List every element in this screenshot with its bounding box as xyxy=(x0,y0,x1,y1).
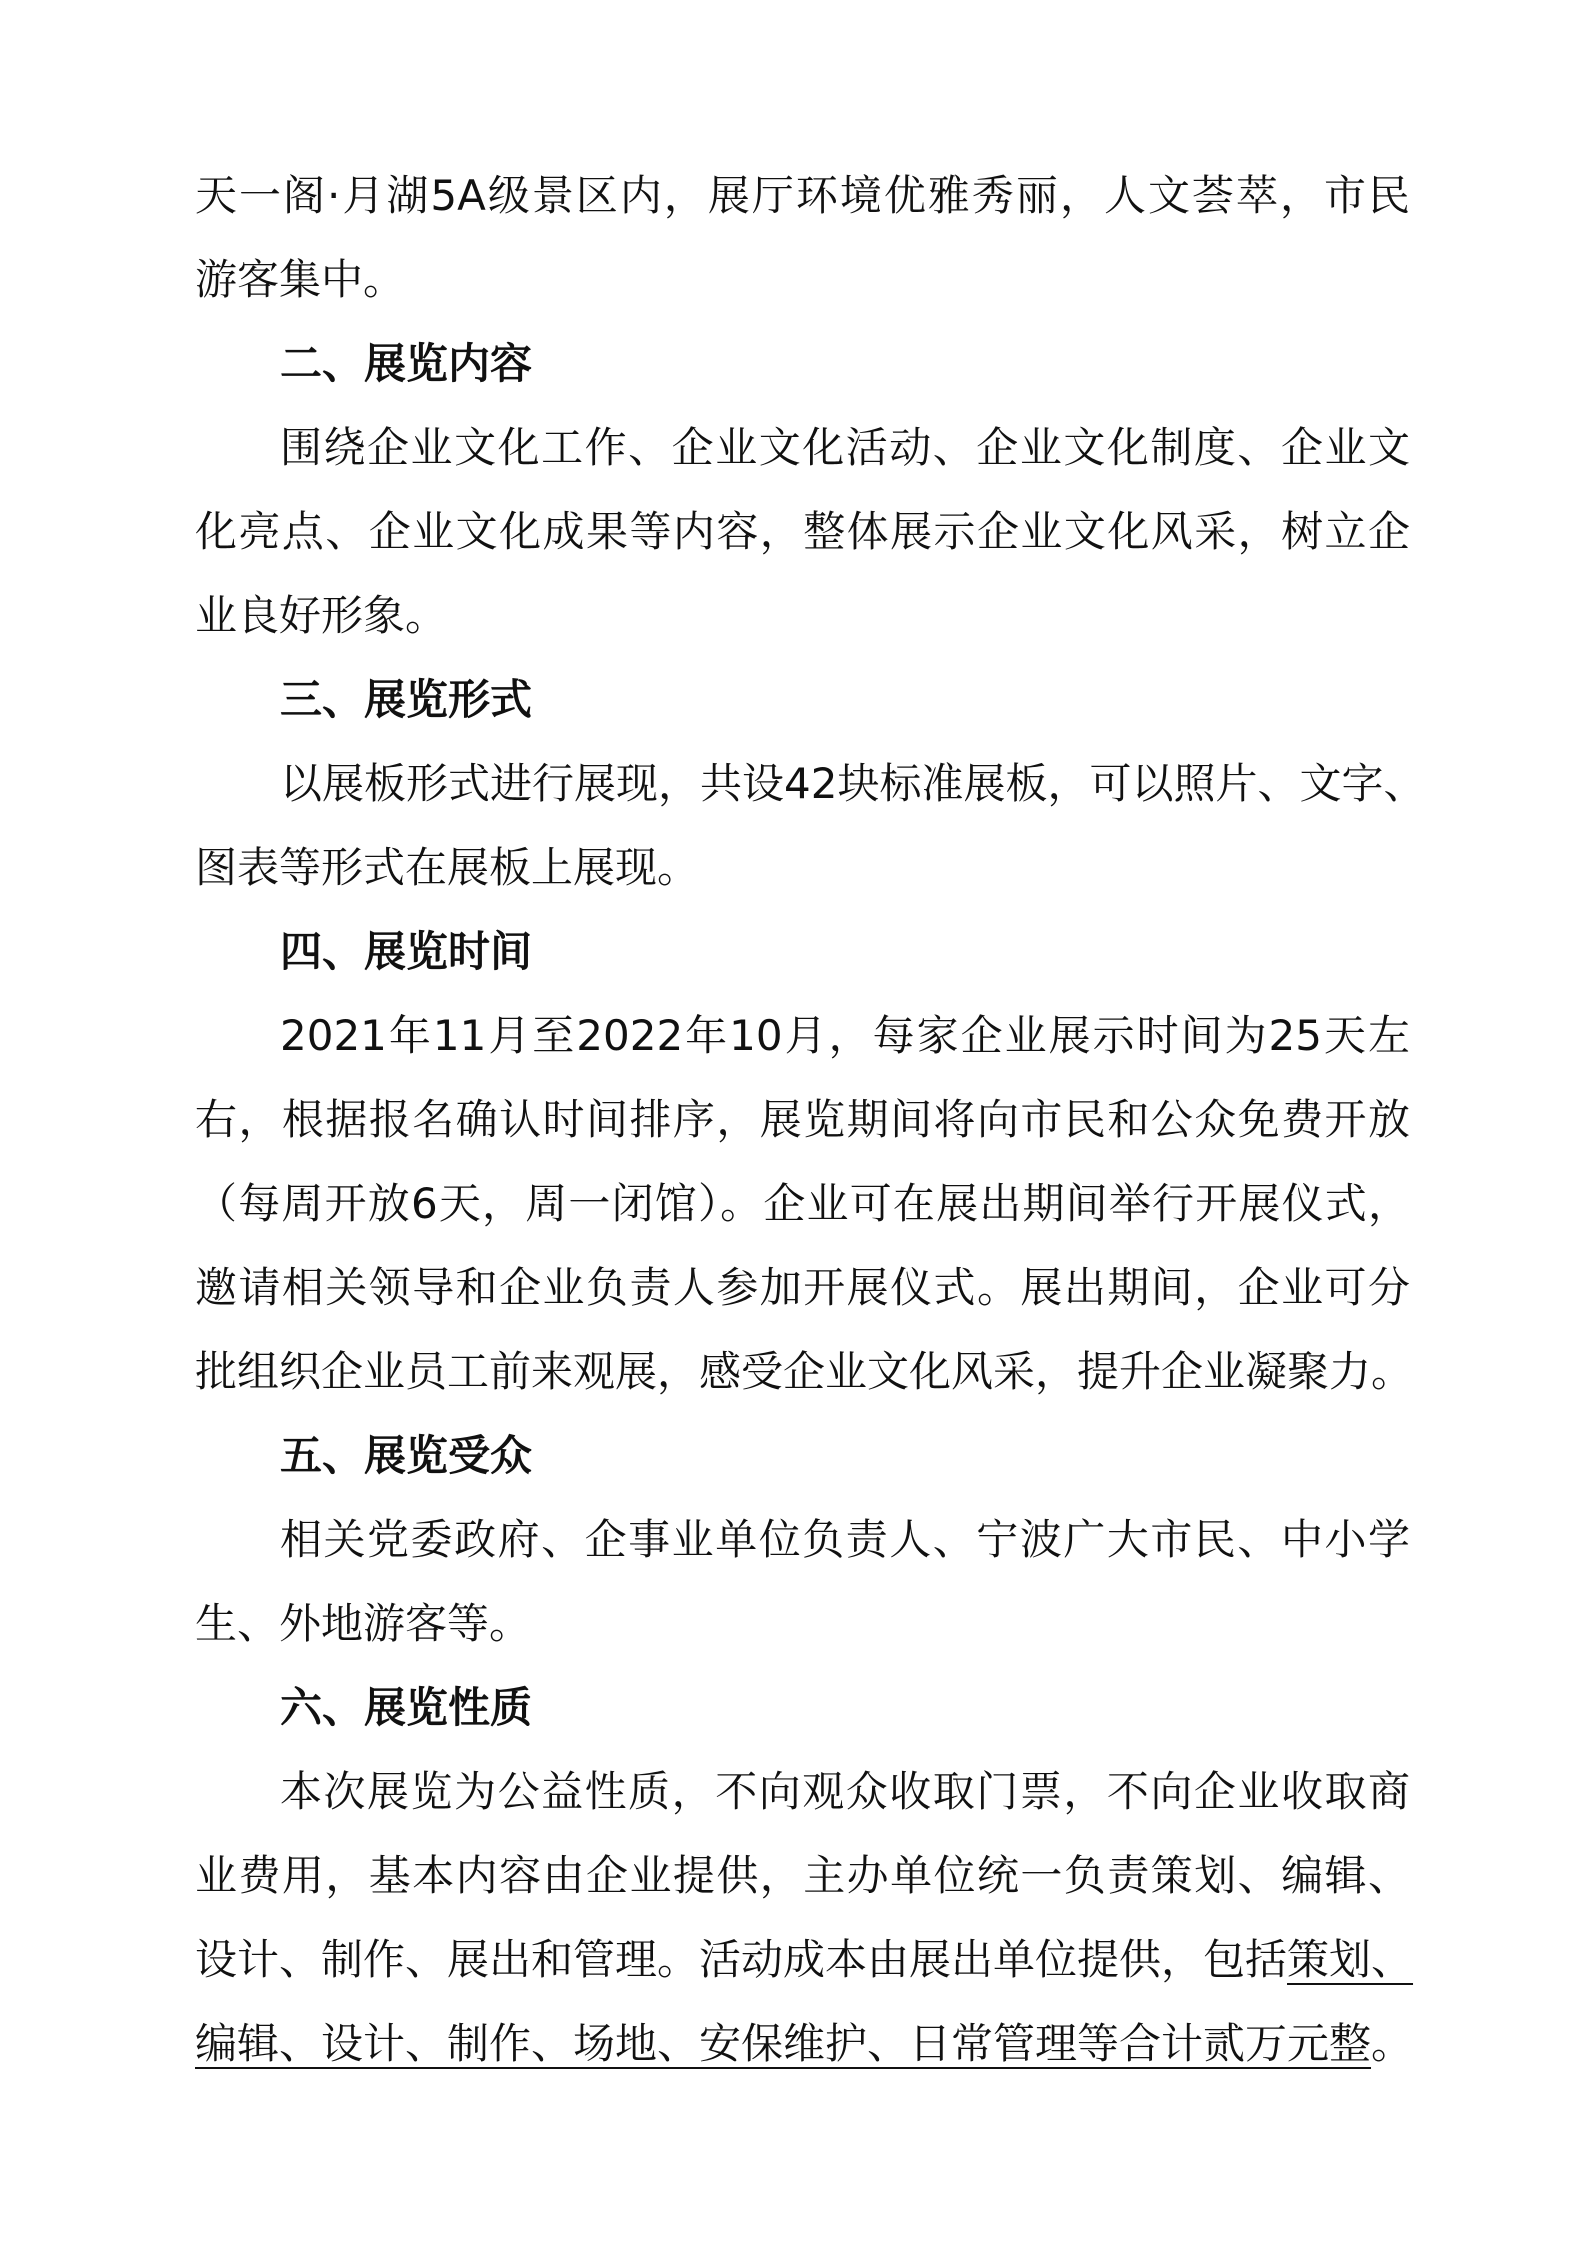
plain-text: 设计、制作、展出和管理。活动成本由展出单位提供，包括 xyxy=(195,1935,1288,1984)
underlined-text: 策划、 xyxy=(1287,1935,1414,1984)
paragraph-line: 业良好形象。 xyxy=(195,591,448,640)
paragraph-line-mixed xyxy=(195,2016,1414,2072)
paragraph-line: 图表等形式在展板上展现。 xyxy=(195,843,700,892)
underlined-text: 编辑、设计、制作、场地、安保维护、日常管理等合计贰万元整 xyxy=(195,2019,1372,2068)
paragraph-line: 化亮点、企业文化成果等内容，整体展示企业文化风采，树立企 xyxy=(195,507,1410,556)
paragraph-line: 游客集中。 xyxy=(195,255,406,304)
section-heading-nature: 六、展览性质 xyxy=(280,1683,533,1732)
section-heading-form: 三、展览形式 xyxy=(280,675,533,724)
plain-text: 。 xyxy=(1371,2019,1414,2068)
paragraph-line: 相关党委政府、企事业单位负责人、宁波广大市民、中小学 xyxy=(280,1515,1410,1564)
paragraph-line-mixed xyxy=(195,1932,1414,1988)
paragraph-line: 天一阁·月湖5A级景区内，展厅环境优雅秀丽，人文荟萃，市民 xyxy=(195,171,1410,220)
paragraph-line: 批组织企业员工前来观展，感受企业文化风采，提升企业凝聚力。 xyxy=(195,1347,1414,1396)
paragraph-line: 业费用，基本内容由企业提供，主办单位统一负责策划、编辑、 xyxy=(195,1851,1410,1900)
paragraph-line: 围绕企业文化工作、企业文化活动、企业文化制度、企业文 xyxy=(280,423,1410,472)
section-heading-time: 四、展览时间 xyxy=(280,927,533,976)
paragraph-line: 右，根据报名确认时间排序，展览期间将向市民和公众免费开放 xyxy=(195,1095,1410,1144)
paragraph-line: 以展板形式进行展现，共设42块标准展板，可以照片、文字、 xyxy=(280,759,1426,808)
paragraph-line: 本次展览为公益性质，不向观众收取门票，不向企业收取商 xyxy=(280,1767,1410,1816)
paragraph-line: 2021年11月至2022年10月，每家企业展示时间为25天左 xyxy=(280,1011,1410,1060)
paragraph-line: 邀请相关领导和企业负责人参加开展仪式。展出期间，企业可分 xyxy=(195,1263,1410,1312)
paragraph-line: 生、外地游客等。 xyxy=(195,1599,532,1648)
section-heading-content: 二、展览内容 xyxy=(280,339,533,388)
section-heading-audience: 五、展览受众 xyxy=(280,1431,533,1480)
paragraph-line: （每周开放6天，周一闭馆）。企业可在展出期间举行开展仪式， xyxy=(195,1179,1410,1228)
